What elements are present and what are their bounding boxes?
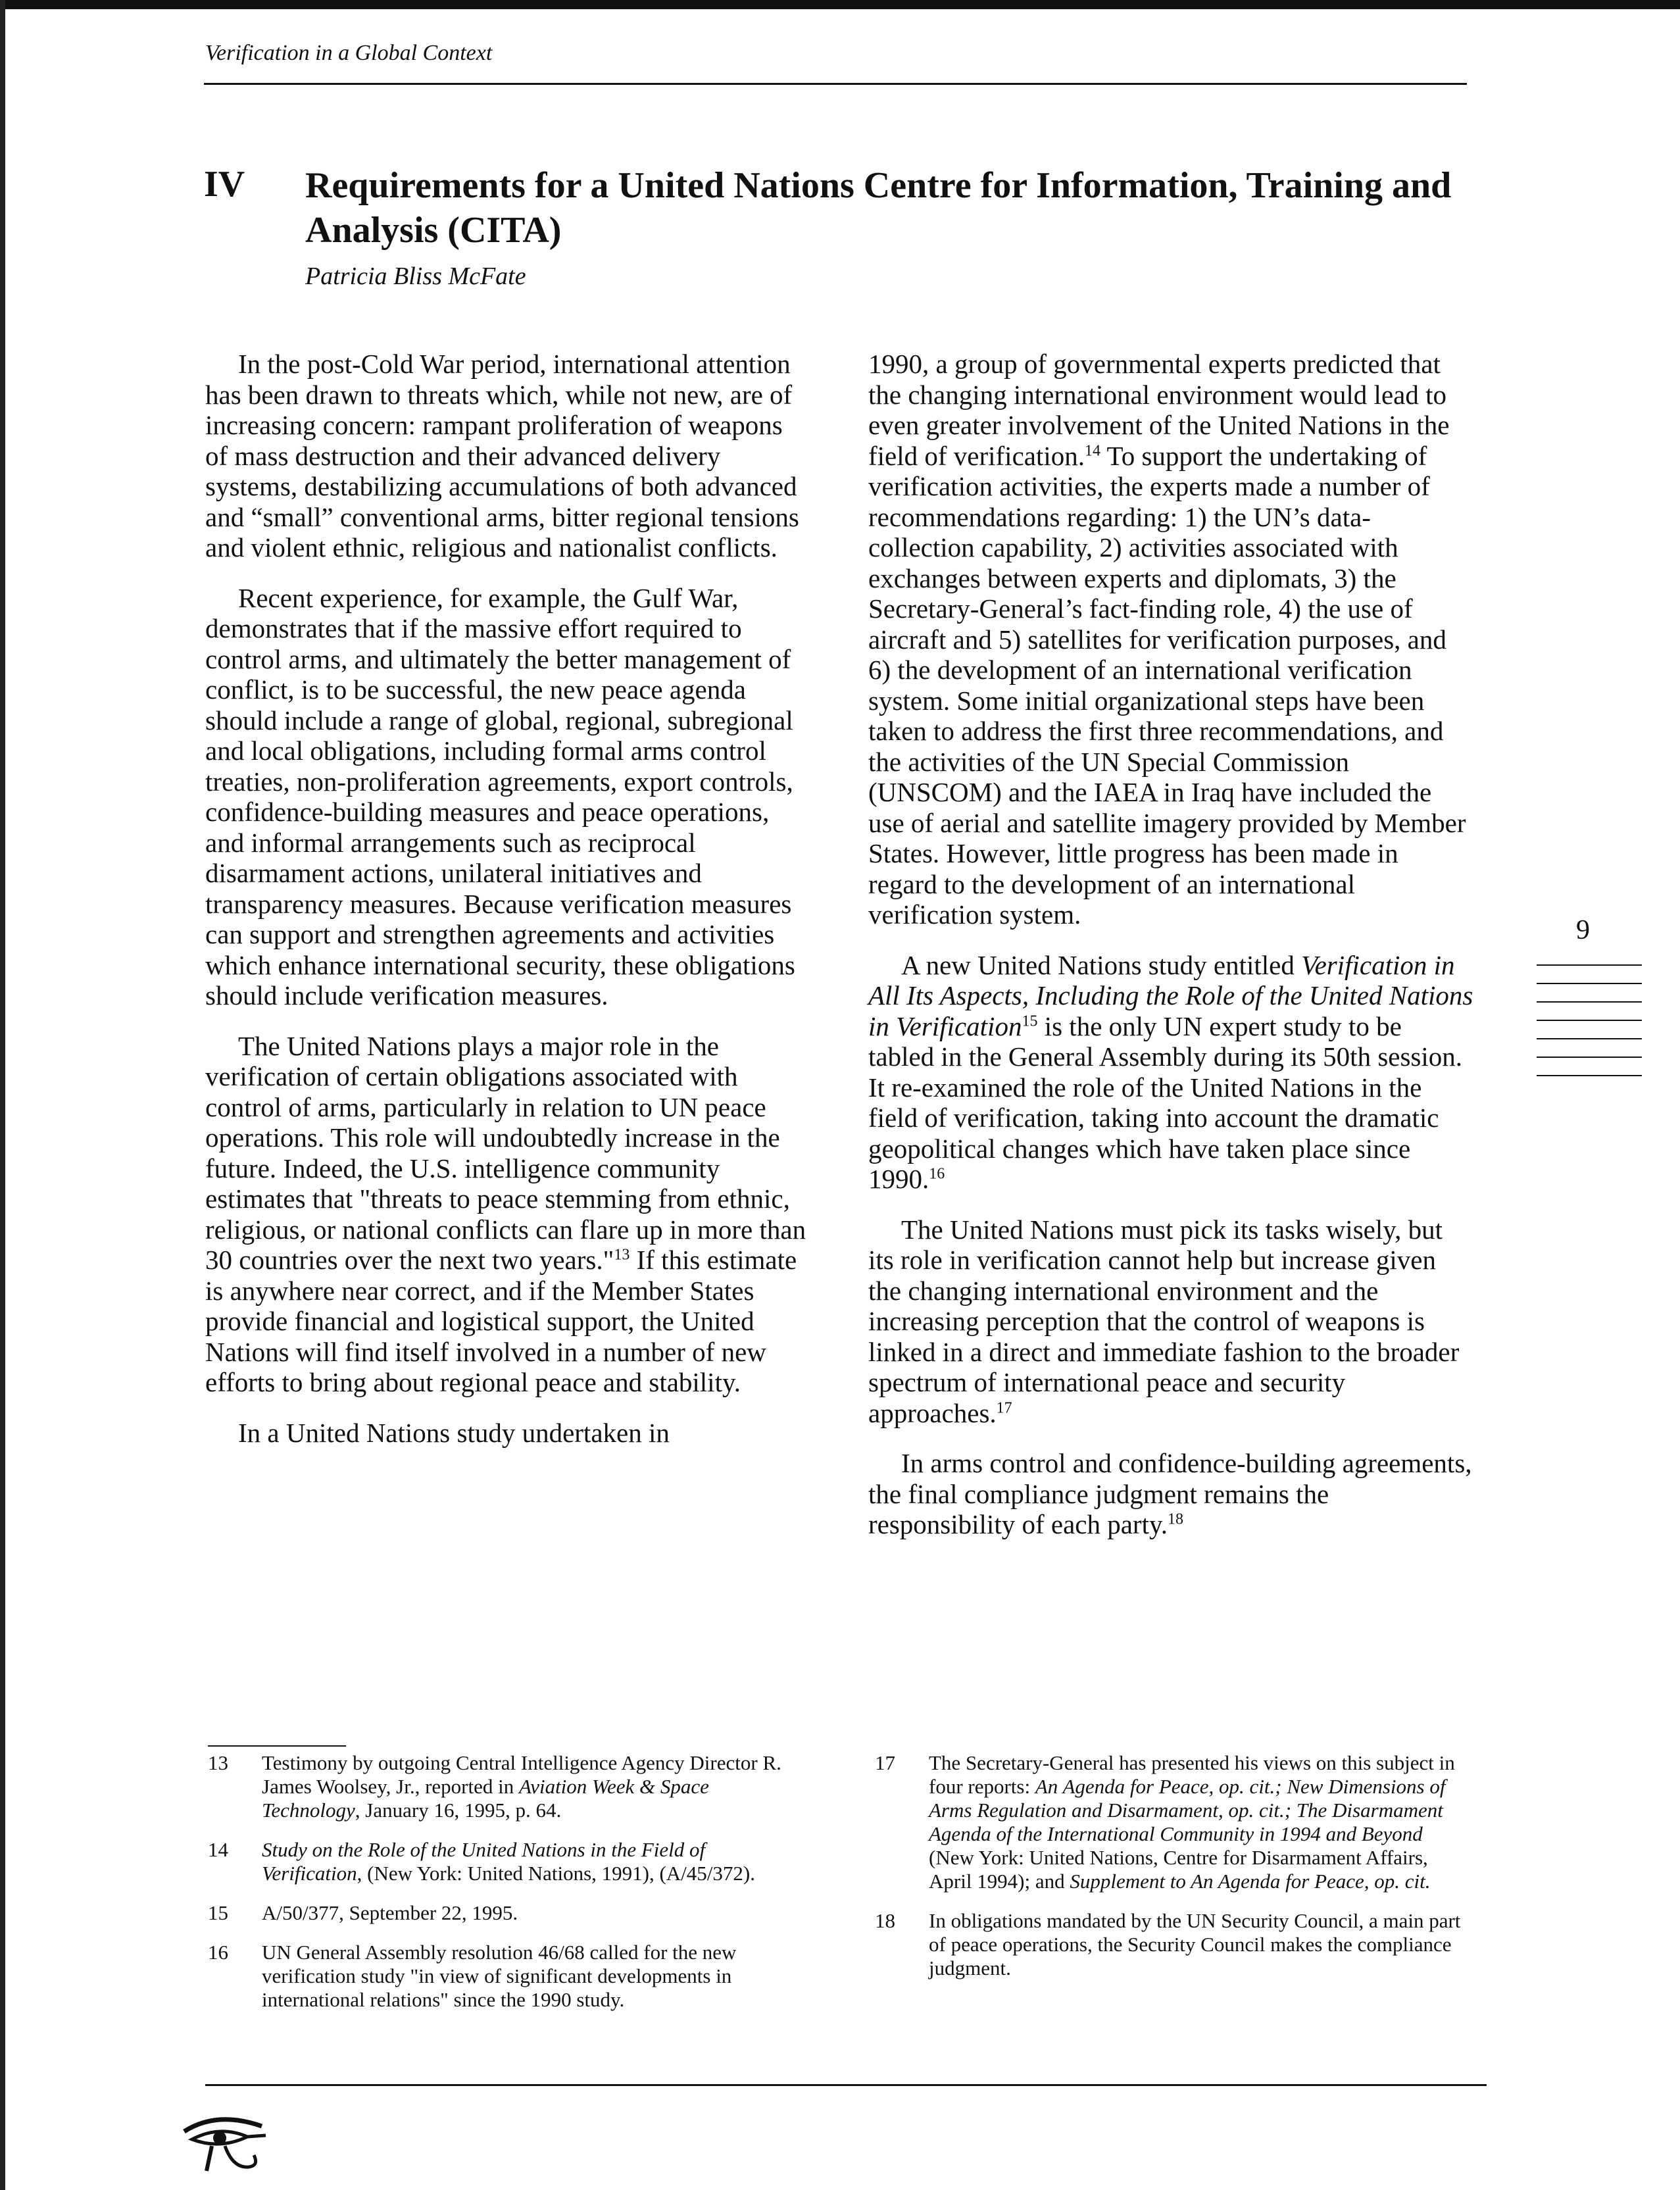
margin-line [1537, 1001, 1642, 1003]
paragraph-text: The United Nations plays a major role in the verification of certain obligations associated with control of arms, particularly in relation to UN peace operations. This role will undoubtedly increase in the future. Indeed, the U.S. intelligence community estimates that "threats to peace stemming from ethnic, religious, or national conflicts can flare up in more than 30 countries over the next two years." [205, 1030, 806, 1275]
footnote-italic: Aviation Week & Space Technology [262, 1775, 709, 1822]
footnote-italic: Study on the Role of the United Nations in the Field of Verification [262, 1838, 706, 1885]
scan-top-edge [0, 0, 1680, 9]
scan-left-edge [0, 0, 5, 2190]
footnote-italic: Supplement to An Agenda for Peace, op. cit. [1070, 1870, 1431, 1893]
footnote-number: 14 [208, 1838, 228, 1861]
margin-line [1537, 1075, 1642, 1076]
margin-line [1537, 964, 1642, 966]
footnote-17 [875, 1751, 1467, 1893]
margin-line [1537, 1020, 1642, 1021]
footnote-text: A/50/377, September 22, 1995. [262, 1901, 518, 1924]
footnote-text-part: , (New York: United Nations, 1991), (A/45/372). [357, 1862, 755, 1885]
footnote-number: 16 [208, 1941, 228, 1964]
margin-line [1537, 983, 1642, 984]
footnote-text [262, 1751, 800, 1822]
article-title: Requirements for a United Nations Centre for Information, Training and Analysis (CITA) [305, 165, 1452, 251]
eye-of-horus-icon [178, 2105, 270, 2178]
paragraph-text: A new United Nations study entitled [901, 949, 1302, 980]
body-column-left [205, 349, 810, 1468]
footnote-text [929, 1751, 1467, 1893]
footnote-number: 17 [875, 1751, 895, 1774]
paragraph-text: The United Nations must pick its tasks wisely, but its role in verification cannot help but increase given the changing international environment and the increasing perception that the control of weapons is linked in a direct and immediate fashion to the broader spectrum of international peace and security approaches. [868, 1214, 1460, 1428]
footnote-number: 18 [875, 1909, 895, 1932]
footnote-rule [208, 1745, 346, 1747]
paragraph [868, 950, 1473, 1195]
footnotes-right [875, 1751, 1467, 1996]
bottom-rule [205, 2084, 1487, 2086]
margin-line [1537, 1057, 1642, 1058]
footnote-text: In obligations mandated by the UN Security Council, a main part of peace operations, the Security Council makes the compliance judgment. [929, 1909, 1461, 1979]
paragraph-text: 1990, a group of governmental experts predicted that the changing international environment would lead to even greater involvement of the United Nations in the field of verification. [868, 349, 1450, 471]
footnote-ref: 18 [1168, 1510, 1184, 1528]
paragraph [868, 349, 1473, 930]
footnote-number: 13 [208, 1751, 228, 1774]
page-number: 9 [1576, 915, 1590, 945]
footnote-16 [208, 1941, 800, 2012]
footnote-ref: 16 [929, 1165, 945, 1183]
footnote-text: UN General Assembly resolution 46/68 called for the new verification study "in view of significant developments in international relations" since the 1990 study. [262, 1941, 737, 2011]
footnote-14 [208, 1838, 800, 1885]
footnote-ref: 15 [1022, 1012, 1038, 1030]
body-column-right [868, 349, 1473, 1560]
paragraph-text: In arms control and confidence-building agreements, the final compliance judgment remains the responsibility of each party. [868, 1448, 1472, 1539]
footnote-number: 15 [208, 1901, 228, 1924]
header-rule [204, 83, 1467, 85]
footnote-italic: An Agenda for Peace, op. cit.; New Dimensions of Arms Regulation and Disarmament, op. cit.; The Disarmament Agenda of the International Community in 1994 and Beyond [929, 1775, 1446, 1845]
author-name: Patricia Bliss McFate [305, 262, 526, 290]
footnote-ref: 14 [1085, 441, 1101, 459]
margin-line [1537, 1038, 1642, 1039]
footnote-text-part: , January 16, 1995, p. 64. [355, 1799, 562, 1822]
footnotes-left [208, 1751, 800, 2028]
footnote-13 [208, 1751, 800, 1822]
footnote-15 [208, 1901, 800, 1925]
margin-decoration-lines [1537, 964, 1642, 1093]
paragraph: In the post-Cold War period, international attention has been drawn to threats which, while not new, are of increasing concern: rampant proliferation of weapons of mass destruction and their advanced delivery systems, destabilizing accumulations of both advanced and “small” conventional arms, bitter regional tensions and violent ethnic, religious and nationalist conflicts. [205, 349, 799, 562]
paragraph [868, 1448, 1473, 1540]
footnote-text-part: (New York: United Nations, Centre for Disarmament Affairs, April 1994); and [929, 1846, 1428, 1893]
section-number: IV [204, 164, 245, 205]
footnote-18 [875, 1909, 1467, 1980]
footnote-ref: 17 [996, 1399, 1012, 1416]
paragraph [868, 1214, 1473, 1429]
running-header: Verification in a Global Context [205, 41, 493, 65]
paragraph: In a United Nations study undertaken in [238, 1417, 670, 1448]
cited-study-title: Verification in All Its Aspects, Including the Role of the United Nations in Verification [868, 949, 1473, 1041]
paragraph [205, 1031, 810, 1398]
footnote-ref: 13 [614, 1246, 630, 1264]
footnote-text-part: Testimony by outgoing Central Intelligence Agency Director R. James Woolsey, Jr., reported in [262, 1751, 781, 1798]
paragraph-text: is the only UN expert study to be tabled in the General Assembly during its 50th session. It re-examined the role of the United Nations in the field of verification, taking into account the dramatic geopolitical changes which have taken place since 1990. [868, 1010, 1463, 1194]
footnote-text [262, 1838, 800, 1885]
paragraph-text: To support the undertaking of verification activities, the experts made a number of recommendations regarding: 1) the UN’s data-collection capability, 2) activities associated with exchanges between experts and diplomats, 3) the Secretary-General’s fact-finding role, 4) the use of aircraft and 5) satellites for verification purposes, and 6) the development of an international verification system. Some initial organizational steps have been taken to address the first three recommendations, and the activities of the UN Special Commission (UNSCOM) and the IAEA in Iraq have included the use of aerial and satellite imagery provided by Member States. However, little progress has been made in regard to the development of an international verification system. [868, 440, 1466, 930]
footnote-text-part: The Secretary-General has presented his views on this subject in four reports: [929, 1751, 1455, 1798]
paragraph: Recent experience, for example, the Gulf War, demonstrates that if the massive effort required to control arms, and ultimately the better management of conflict, is to be successful, the new peace agenda should include a range of global, regional, subregional and local obligations, including formal arms control treaties, non-proliferation agreements, export controls, confidence-building measures and peace operations, and informal arrangements such as reciprocal disarmament actions, unilateral initiatives and transparency measures. Because verification measures can support and strengthen agreements and activities which enhance international security, these obligations should include verification measures. [205, 582, 795, 1010]
paragraph-text: If this estimate is anywhere near correct, and if the Member States provide financial and logistical support, the United Nations will find itself involved in a number of new efforts to bring about regional peace and stability. [205, 1245, 797, 1397]
